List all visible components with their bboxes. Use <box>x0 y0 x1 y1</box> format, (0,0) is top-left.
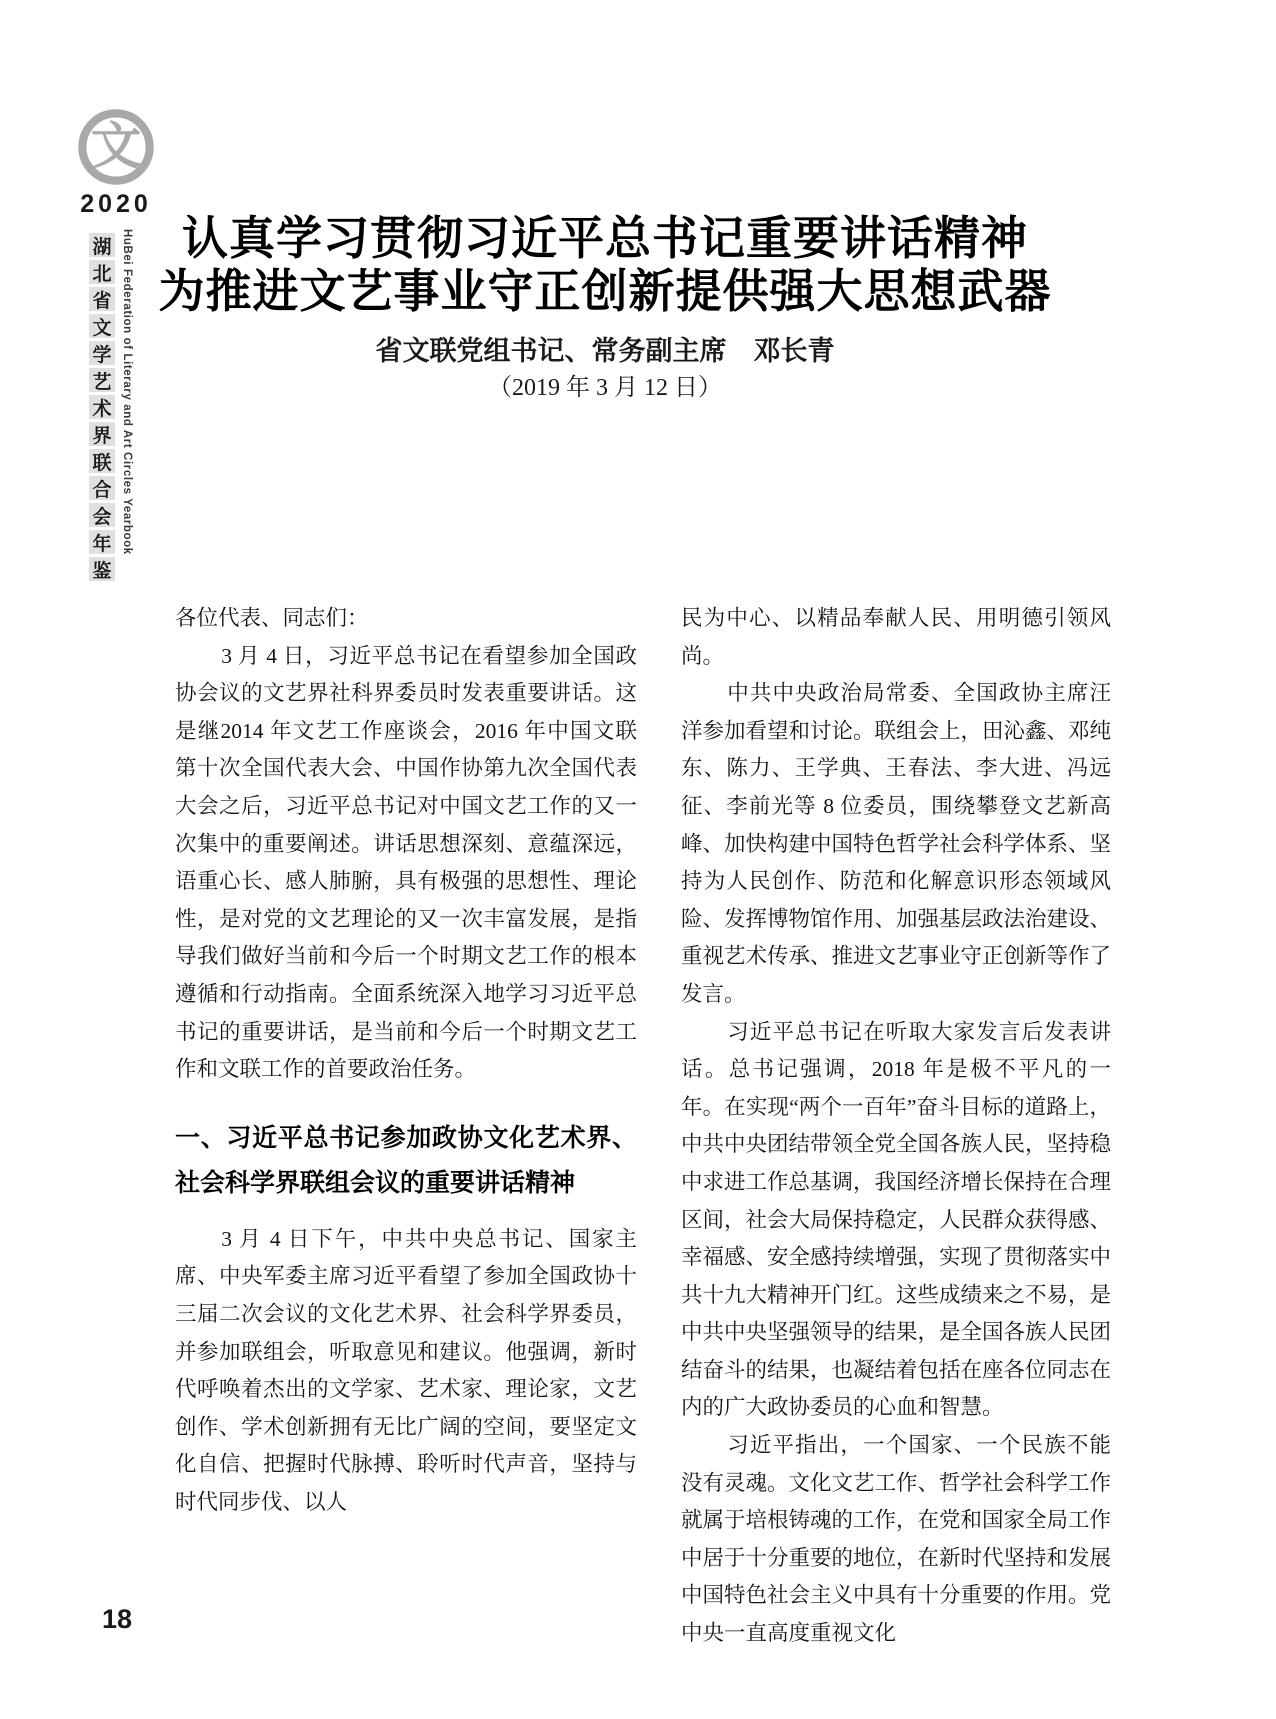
page-number: 18 <box>102 1604 133 1634</box>
sidebar-title-char: 湖 <box>89 233 115 257</box>
sidebar-title-char: 文 <box>89 314 115 338</box>
sidebar-title-char: 会 <box>89 503 115 527</box>
sidebar-title-char: 北 <box>89 260 115 284</box>
sidebar-title-char: 界 <box>89 422 115 446</box>
paragraph: 3 月 4 日，习近平总书记在看望参加全国政协会议的文艺界社科界委员时发表重要讲话。这是继2014 年文艺工作座谈会，2016 年中国文联第十次全国代表大会、中国作协第九次全国代表大会之后，习近平总书记对中国文艺工作的又一次集中的重要阐述。讲话思想深刻、意蕴深远，语重心长、感人肺腑，具有极强的思想性、理论性，是对党的文艺理论的又一次丰富发展，是指导我们做好当前和今后一个时期文艺工作的根本遵循和行动指南。全面系统深入地学习习近平总书记的重要讲话，是当前和今后一个时期文艺工作和文联工作的首要政治任务。 <box>175 643 637 1082</box>
body-column-left <box>175 600 637 1521</box>
federation-logo-icon <box>75 106 157 188</box>
logo-block <box>70 106 162 219</box>
sidebar-vertical-title <box>89 233 115 584</box>
logo-year: 2020 <box>80 190 152 218</box>
article-byline: 省文联党组书记、常务副主席 邓长青 <box>375 336 835 366</box>
sidebar-title-char: 合 <box>89 476 115 500</box>
salutation: 各位代表、同志们： <box>175 606 369 630</box>
paragraph: 习近平指出，一个国家、一个民族不能没有灵魂。文化文艺工作、哲学社会科学工作就属于培根铸魂的工作，在党和国家全局工作中居于十分重要的地位，在新时代坚持和发展中国特色社会主义中具有十分重要的作用。党中央一直高度重视文化 <box>681 1433 1112 1646</box>
sidebar-english-title: HuBei Federation of Literary and Art Circles Yearbook <box>121 229 133 555</box>
sidebar-title-char: 联 <box>89 449 115 473</box>
sidebar-title-char: 年 <box>89 530 115 554</box>
svg-text:文: 文 <box>90 118 142 175</box>
paragraph: 中共中央政治局常委、全国政协主席汪洋参加看望和讨论。联组会上，田沁鑫、邓纯东、陈力、王学典、王春法、李大进、冯远征、李前光等 8 位委员，围绕攀登文艺新高峰、加快构建中国特色哲学社会科学体系、坚持为人民创作、防范和化解意识形态领域风险、发挥博物馆作用、加强基层政法治建设、重视艺术传承、推进文艺事业守正创新等作了发言。 <box>681 681 1112 1006</box>
article-title-line1: 认真学习贯彻习近平总书记重要讲话精神 <box>182 212 1028 264</box>
sidebar-title-char: 鉴 <box>89 557 115 581</box>
article-title-line2: 为推进文艺事业守正创新提供强大思想武器 <box>158 265 1052 317</box>
sidebar-title-char: 艺 <box>89 368 115 392</box>
article-title <box>130 212 1080 318</box>
body-column-right <box>681 600 1111 1653</box>
article-date: （2019 年 3 月 12 日） <box>488 375 722 401</box>
paragraph: 习近平总书记在听取大家发言后发表讲话。总书记强调，2018 年是极不平凡的一年。在实现“两个一百年”奋斗目标的道路上，中共中央团结带领全党全国各族人民，坚持稳中求进工作总基调，我国经济增长保持在合理区间，社会大局保持稳定，人民群众获得感、幸福感、安全感持续增强，实现了贯彻落实中共十九大精神开门红。这些成绩来之不易，是中共中央坚强领导的结果，是全国各族人民团结奋斗的结果，也凝结着包括在座各位同志在内的广大政协委员的心血和智慧。 <box>681 1019 1112 1420</box>
sidebar-title-char: 省 <box>89 287 115 311</box>
paragraph: 3 月 4 日下午，中共中央总书记、国家主席、中央军委主席习近平看望了参加全国政协十三届二次会议的文化艺术界、社会科学界委员，并参加联组会，听取意见和建议。他强调，新时代呼唤着杰出的文学家、艺术家、理论家，文艺创作、学术创新拥有无比广阔的空间，要坚定文化自信、把握时代脉搏、聆听时代声音，坚持与时代同步伐、以人 <box>175 1226 637 1514</box>
sidebar-title-char: 术 <box>89 395 115 419</box>
paragraph-continuation: 民为中心、以精品奉献人民、用明德引领风尚。 <box>681 606 1111 668</box>
sidebar-title-char: 学 <box>89 341 115 365</box>
section-heading-1: 一、习近平总书记参加政协文化艺术界、社会科学界联组会议的重要讲话精神 <box>175 1123 637 1197</box>
